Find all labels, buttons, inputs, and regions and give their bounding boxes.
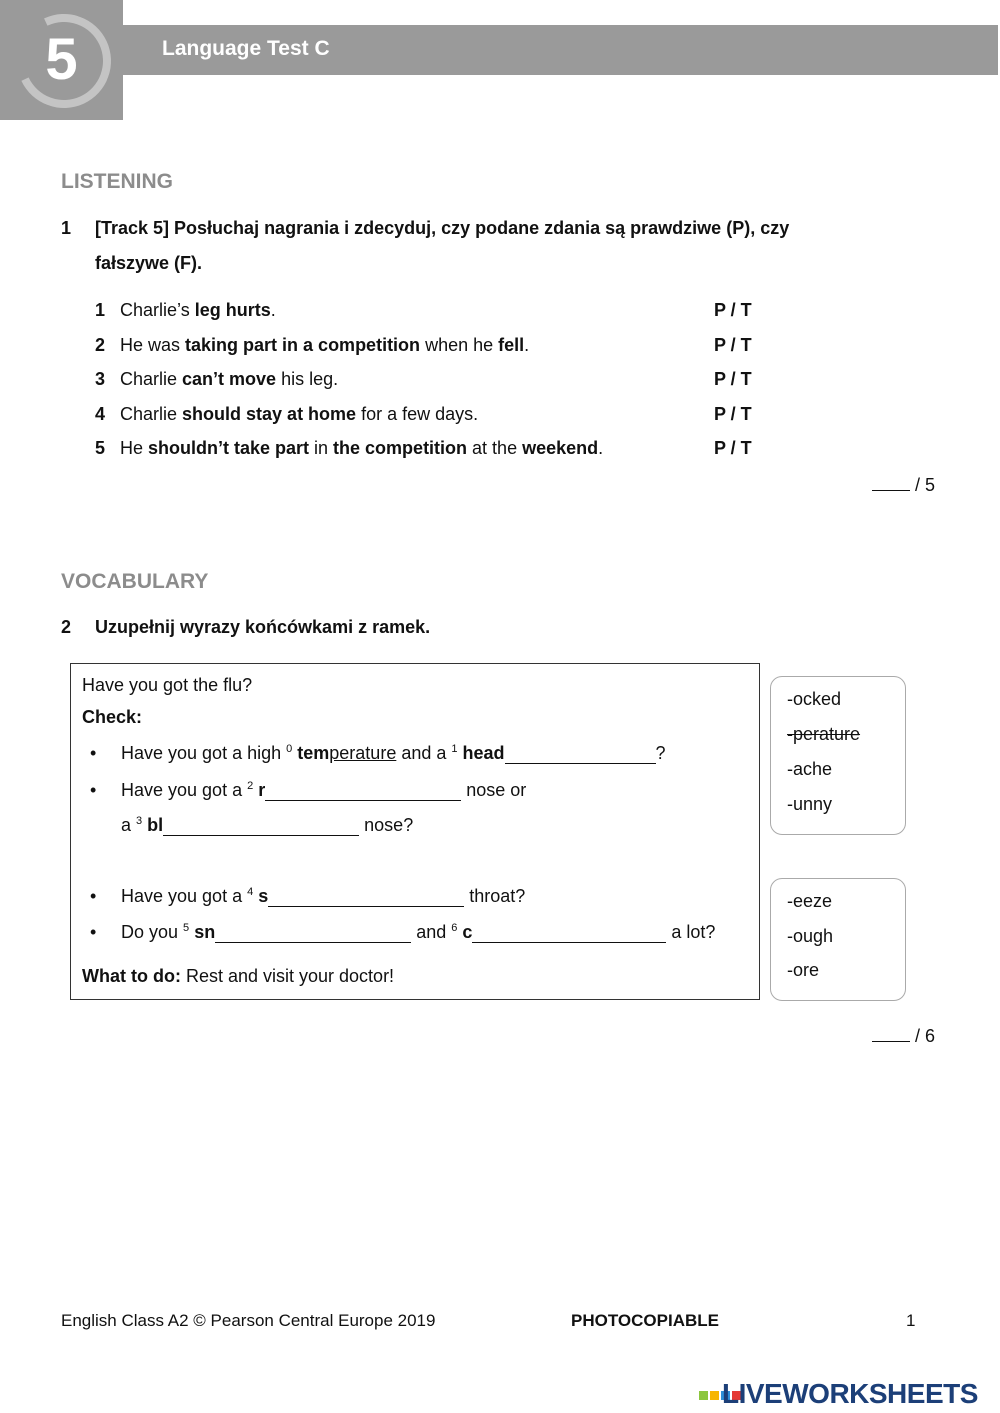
ending: -ocked — [787, 689, 842, 709]
true-false-choice[interactable]: P / T — [714, 438, 752, 458]
logo-squares-icon — [698, 1390, 722, 1401]
text: and — [411, 922, 452, 942]
sentence — [121, 815, 413, 836]
score-blank — [872, 1025, 910, 1042]
item-number: 5 — [95, 438, 106, 458]
text: Have you got a high — [121, 743, 287, 763]
bullet-icon: • — [90, 922, 97, 942]
page-number: 1 — [906, 1311, 916, 1330]
text: leg hurts — [194, 300, 271, 320]
ending: -ache — [787, 759, 833, 779]
task-number: 1 — [61, 218, 72, 238]
item-number: 1 — [95, 300, 106, 320]
text: the competition — [333, 438, 468, 458]
text: can’t move — [182, 369, 277, 389]
liveworksheets-logo — [698, 1378, 978, 1410]
text: shouldn’t take part — [148, 438, 310, 458]
text: weekend — [522, 438, 599, 458]
text: throat? — [464, 886, 526, 906]
text: Charlie — [120, 369, 183, 389]
item-number: 2 — [95, 335, 106, 355]
sentence — [121, 780, 526, 801]
text: . — [598, 438, 604, 458]
vocabulary-heading: VOCABULARY — [61, 570, 209, 593]
true-false-choice[interactable]: P / T — [714, 404, 752, 424]
gap-number: 1 — [451, 743, 458, 755]
word-start: tem — [297, 743, 330, 763]
gap-number: 4 — [247, 886, 254, 898]
list-item — [95, 335, 530, 356]
text: Charlie’s — [120, 300, 195, 320]
score-total: / 5 — [915, 475, 936, 495]
bullet-icon: • — [90, 743, 97, 763]
text: . — [270, 300, 276, 320]
gap-number: 3 — [136, 815, 143, 827]
copyright: English Class A2 © Pearson Central Europe 2019 — [61, 1311, 436, 1330]
ending: -unny — [787, 794, 833, 814]
text: for a few days. — [356, 404, 479, 424]
text: ? — [655, 743, 666, 763]
ending-used: -perature — [787, 724, 861, 744]
check-label: Check: — [82, 707, 143, 727]
text: a lot? — [666, 922, 716, 942]
text: and a — [396, 743, 452, 763]
score-blank — [872, 474, 910, 491]
word-box-1 — [770, 676, 906, 835]
ending: -eeze — [787, 891, 833, 911]
text: Have you got a — [121, 886, 248, 906]
item-number: 3 — [95, 369, 106, 389]
gap-number: 2 — [247, 780, 254, 792]
text: Do you — [121, 922, 184, 942]
text: when he — [420, 335, 499, 355]
what-to-do-label: What to do: — [82, 966, 181, 986]
gap-number: 0 — [286, 743, 293, 755]
bullet-icon: • — [90, 780, 97, 800]
list-item — [95, 404, 479, 425]
gap-number: 5 — [183, 922, 190, 934]
text: . — [524, 335, 530, 355]
list-item — [95, 369, 339, 390]
title-bar — [123, 25, 998, 75]
word-start: head — [462, 743, 505, 763]
text: Charlie — [120, 404, 183, 424]
answer-input-2[interactable] — [265, 782, 461, 801]
text: should stay at home — [182, 404, 357, 424]
text: a — [121, 815, 137, 835]
score — [872, 1025, 935, 1047]
logo-text: LIVEWORKSHEETS — [722, 1378, 978, 1409]
instruction-cont: fałszywe (F). — [95, 253, 203, 273]
answer-input-1[interactable] — [505, 745, 656, 764]
score-total: / 6 — [915, 1026, 936, 1046]
text: He — [120, 438, 149, 458]
task-number: 2 — [61, 617, 72, 637]
true-false-choice[interactable]: P / T — [714, 335, 752, 355]
page-title: Language Test C — [162, 37, 330, 60]
text: fell — [498, 335, 525, 355]
text: nose or — [461, 780, 527, 800]
list-item — [95, 438, 604, 459]
score — [872, 474, 935, 496]
answer-input-6[interactable] — [472, 924, 666, 943]
answer-input-3[interactable] — [163, 817, 359, 836]
word-box-2 — [770, 878, 906, 1001]
box-title: Have you got the flu? — [82, 675, 253, 695]
text: his leg. — [276, 369, 339, 389]
instruction: [Track 5] Posłuchaj nagrania i zdecyduj, czy podane zdania są prawdziwe (P), czy — [95, 218, 790, 238]
text: at the — [467, 438, 523, 458]
word-start: r — [258, 780, 266, 800]
ending: -ough — [787, 926, 834, 946]
sentence — [121, 886, 525, 907]
unit-badge — [0, 0, 123, 120]
word-start: sn — [194, 922, 216, 942]
example-answer: perature — [329, 743, 397, 763]
what-to-do — [82, 966, 394, 987]
answer-input-4[interactable] — [268, 888, 464, 907]
instruction: Uzupełnij wyrazy końcówkami z ramek. — [95, 617, 431, 637]
word-start: s — [258, 886, 269, 906]
answer-input-5[interactable] — [215, 924, 411, 943]
ending: -ore — [787, 960, 820, 980]
text: He was — [120, 335, 186, 355]
bullet-icon: • — [90, 886, 97, 906]
item-number: 4 — [95, 404, 106, 424]
word-start: c — [462, 922, 473, 942]
list-item — [95, 300, 276, 321]
photocopiable-label: PHOTOCOPIABLE — [571, 1311, 719, 1330]
true-false-choice[interactable]: P / T — [714, 300, 752, 320]
text: nose? — [359, 815, 414, 835]
what-to-do-text: Rest and visit your doctor! — [180, 966, 395, 986]
text: taking part in a competition — [185, 335, 421, 355]
gap-number: 6 — [451, 922, 458, 934]
true-false-choice[interactable]: P / T — [714, 369, 752, 389]
sentence — [121, 743, 666, 764]
listening-heading: LISTENING — [61, 170, 174, 193]
word-start: bl — [147, 815, 164, 835]
unit-number: 5 — [45, 27, 78, 92]
text: in — [309, 438, 334, 458]
sentence — [121, 922, 715, 943]
text: Have you got a — [121, 780, 248, 800]
